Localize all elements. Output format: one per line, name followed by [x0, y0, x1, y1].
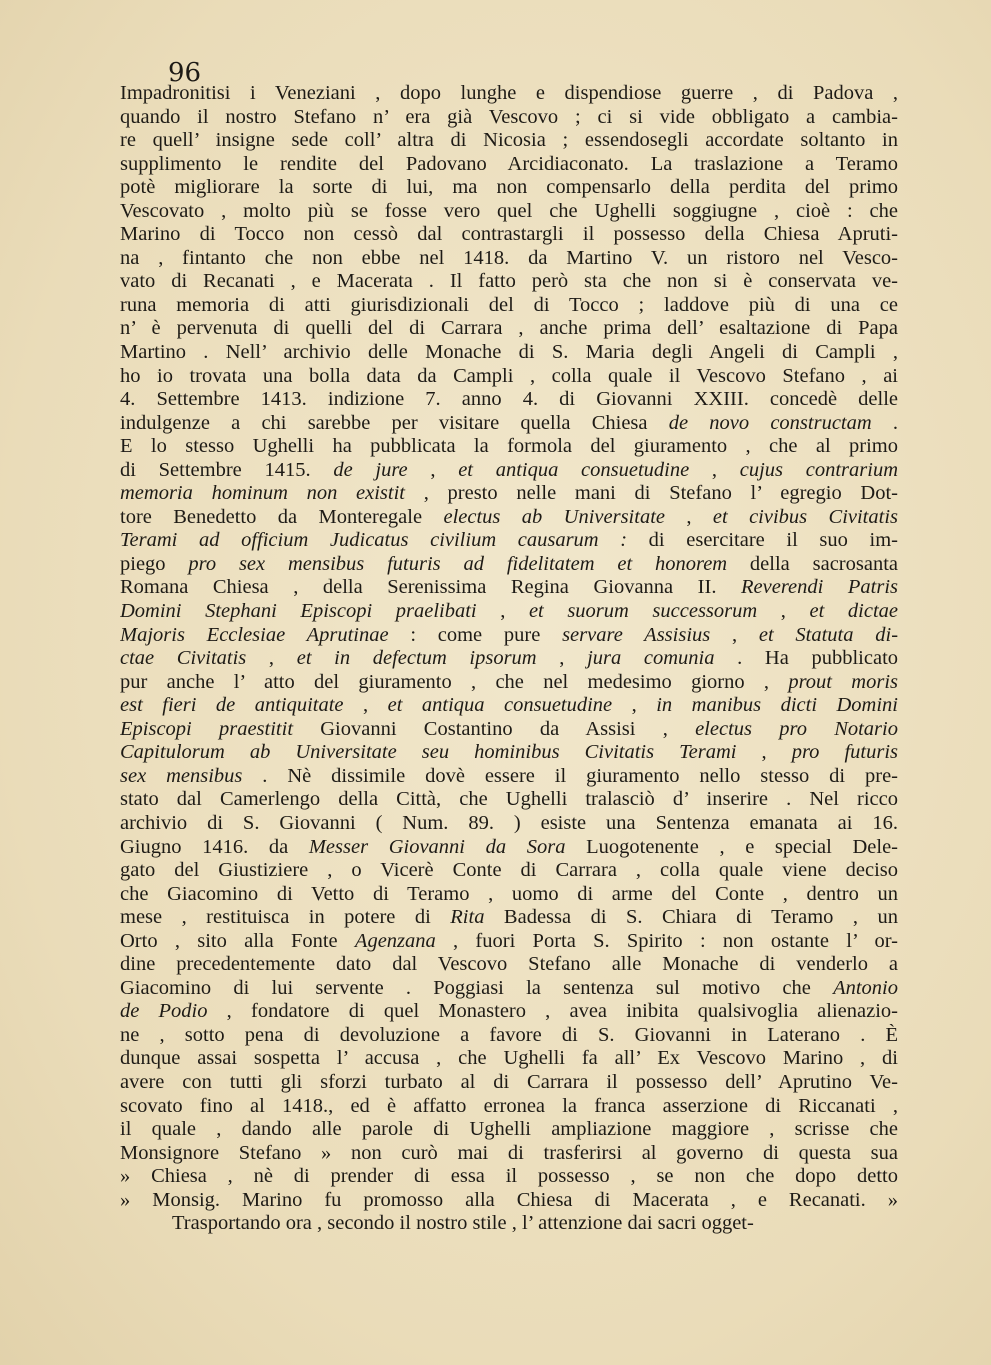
text-run: Trasportando ora , secondo il nostro stile , l’ attenzione dai sacri ogget- — [172, 1212, 754, 1235]
text-run: stato dal Camerlengo della Città, che Ughelli tralasciò d’ inserire . Nel ricco — [120, 788, 898, 811]
text-line — [120, 153, 898, 177]
text-run: dine precedentemente dato dal Vescovo Stefano alle Monache di venderlo a — [120, 953, 898, 976]
italic-text-run: de jure — [333, 458, 408, 481]
italic-text-run: Capitulorum ab Universitate seu hominibus Civitatis Terami — [120, 741, 737, 764]
italic-text-run: sex mensibus — [120, 764, 243, 787]
text-run: Impadronitisi i Veneziani , dopo lunghe e dispendiose guerre , di Padova , — [120, 82, 898, 104]
italic-text-run: et Statuta di- — [758, 623, 898, 646]
italic-text-run: pro futuris — [791, 741, 898, 764]
italic-text-run: et antiqua consuetudine — [458, 458, 690, 481]
text-run: Luogotenente , e special Dele- — [565, 835, 898, 858]
text-run: , — [710, 623, 759, 646]
text-run: Monsignore Stefano » non curò mai di trasferirsi al governo di questa sua — [120, 1141, 898, 1164]
text-line — [120, 553, 898, 577]
text-run: indulgenze a chi sarebbe per visitare quella Chiesa — [120, 411, 669, 434]
text-line — [120, 341, 898, 365]
text-line — [120, 294, 898, 318]
text-run: 4. Settembre 1413. indizione 7. anno 4. di Giovanni XXIII. concedè delle — [120, 388, 898, 411]
text-line — [120, 836, 898, 860]
text-run: Giugno 1416. da — [120, 835, 309, 858]
text-run: supplimento le rendite del Padovano Arcidiaconato. La traslazione a Teramo — [120, 152, 898, 175]
text-run: della sacrosanta — [727, 552, 898, 575]
italic-text-run: cujus contrarium — [739, 458, 898, 481]
italic-text-run: est fieri de antiquitate — [120, 694, 344, 717]
text-run: , — [689, 458, 740, 481]
text-run: re quell’ insigne sede coll’ altra di Nicosia ; essendosegli accordate soltanto in — [120, 129, 898, 152]
text-line — [120, 1024, 898, 1048]
text-line — [120, 977, 898, 1001]
italic-text-run: jura comunia — [587, 647, 715, 670]
italic-text-run: de novo constructam — [668, 411, 872, 434]
text-line — [120, 600, 898, 624]
text-line — [120, 1142, 898, 1166]
text-run: Marino di Tocco non cessò dal contrastargli il possesso della Chiesa Apruti- — [120, 223, 898, 246]
italic-text-run: de Podio — [120, 1000, 208, 1023]
italic-text-run: Antonio — [833, 976, 898, 999]
italic-text-run: servare Assisius — [562, 623, 711, 646]
text-run: pur anche l’ atto del giuramento , che nel medesimo giorno , — [120, 670, 789, 693]
italic-text-run: Rita — [450, 906, 485, 929]
text-line — [120, 129, 898, 153]
text-run: Badessa di S. Chiara di Teramo , un — [484, 906, 898, 929]
text-line — [120, 412, 898, 436]
text-run: ho io trovata una bolla data da Campli , colla quale il Vescovo Stefano , ai — [120, 364, 898, 387]
italic-text-run: in manibus dicti Domini — [656, 694, 898, 717]
text-run: scovato fino al 1418., ed è affatto erronea la franca asserzione di Riccanati , — [120, 1094, 898, 1117]
text-line — [120, 482, 898, 506]
text-line — [120, 1165, 898, 1189]
text-run: Giovanni Costantino da Assisi , — [293, 717, 696, 740]
text-run: . Nè dissimile dovè essere il giuramento nello stesso di pre- — [242, 764, 898, 787]
text-run: , — [536, 647, 588, 670]
italic-text-run: et dictae — [809, 600, 898, 623]
text-run: dunque assai sospetta l’ accusa , che Ughelli fa all’ Ex Vescovo Marino , di — [120, 1047, 898, 1070]
text-run: il quale , dando alle parole di Ughelli ampliazione maggiore , scrisse che — [120, 1118, 898, 1141]
text-run: E lo stesso Ughelli ha pubblicata la formola del giuramento , che al primo — [120, 435, 898, 458]
text-run: di esercitare il suo im- — [627, 529, 898, 552]
italic-text-run: et in defectum ipsorum — [296, 647, 537, 670]
italic-text-run: Episcopi praestitit — [120, 717, 294, 740]
text-line — [120, 671, 898, 695]
text-line — [120, 765, 898, 789]
text-line — [120, 883, 898, 907]
text-line — [120, 1000, 898, 1024]
italic-text-run: Terami ad officium Judicatus civilium causarum : — [120, 529, 628, 552]
text-line — [120, 106, 898, 130]
text-line — [120, 930, 898, 954]
text-run: quando il nostro Stefano n’ era già Vescovo ; ci si vide obbligato a cambia- — [120, 105, 898, 128]
text-run: di Settembre 1415. — [120, 458, 334, 481]
italic-text-run: et civibus Civitatis — [712, 505, 898, 528]
text-run: piego — [120, 552, 189, 575]
text-line — [120, 1118, 898, 1142]
text-run: Vescovato , molto più se fosse vero quel che Ughelli soggiugne , cioè : che — [120, 199, 898, 222]
italic-text-run: Majoris Ecclesiae Aprutinae — [120, 623, 389, 646]
text-run: , — [407, 458, 459, 481]
text-line — [120, 506, 898, 530]
italic-text-run: et antiqua consuetudine — [387, 694, 613, 717]
text-line — [120, 953, 898, 977]
text-line — [120, 459, 898, 483]
italic-text-run: Reverendi Patris — [741, 576, 898, 599]
text-line — [120, 1189, 898, 1213]
text-line — [120, 200, 898, 224]
text-line — [120, 576, 898, 600]
text-run: , — [612, 694, 657, 717]
text-run: potè migliorare la sorte di lui, ma non compensarlo della perdita del primo — [120, 176, 898, 199]
italic-text-run: electus ab Universitate — [443, 505, 665, 528]
text-run: na , fintanto che non ebbe nel 1418. da Martino V. un ristoro nel Vesco- — [120, 246, 898, 269]
italic-text-run: memoria hominum non existit — [120, 482, 405, 505]
text-run: , presto nelle mani di Stefano l’ egregio Dot- — [405, 482, 898, 505]
text-line — [120, 435, 898, 459]
text-run: , fondatore di quel Monastero , avea inibita qualsivoglia alienazio- — [207, 1000, 898, 1023]
text-line — [120, 365, 898, 389]
text-run: Martino . Nell’ archivio delle Monache di S. Maria degli Angeli di Campli , — [120, 341, 898, 364]
text-run: vato di Recanati , e Macerata . Il fatto però sta che non si è conservata ve- — [120, 270, 898, 293]
text-run: , — [343, 694, 388, 717]
text-run: che Giacomino di Vetto di Teramo , uomo di arme del Conte , dentro un — [120, 882, 898, 905]
text-run: , — [736, 741, 792, 764]
page-number: 96 — [168, 58, 202, 88]
text-line — [120, 223, 898, 247]
text-run: , fuori Porta S. Spirito : non ostante l’ or- — [435, 929, 898, 952]
text-run: , — [665, 505, 713, 528]
body-text — [120, 82, 898, 1236]
text-line — [120, 694, 898, 718]
text-run: Orto , sito alla Fonte — [120, 929, 355, 952]
text-line — [120, 788, 898, 812]
text-line — [120, 529, 898, 553]
text-run: Romana Chiesa , della Serenissima Regina Giovanna II. — [120, 576, 742, 599]
text-line — [120, 1047, 898, 1071]
italic-text-run: et suorum successorum — [528, 600, 758, 623]
text-run: » Chiesa , nè di prender di essa il possesso , se non che dopo detto — [120, 1165, 898, 1188]
text-line — [120, 317, 898, 341]
text-run: . — [871, 411, 898, 434]
text-run: tore Benedetto da Monteregale — [120, 505, 444, 528]
text-run: , — [246, 647, 297, 670]
text-run: , — [757, 600, 810, 623]
italic-text-run: Domini Stephani Episcopi praelibati — [120, 600, 477, 623]
text-run: . Ha pubblicato — [714, 647, 898, 670]
text-line — [120, 741, 898, 765]
text-run: , — [476, 600, 529, 623]
text-run: avere con tutti gli sforzi turbato al di Carrara il possesso dell’ Aprutino Ve- — [120, 1070, 898, 1093]
text-run: Giacomino di lui servente . Poggiasi la sentenza sul motivo che — [120, 976, 834, 999]
text-line — [120, 906, 898, 930]
text-line — [120, 718, 898, 742]
text-line — [120, 270, 898, 294]
italic-text-run: ctae Civitatis — [120, 647, 247, 670]
text-line — [120, 812, 898, 836]
text-run: mese , restituisca in potere di — [120, 906, 451, 929]
italic-text-run: electus pro Notario — [695, 717, 898, 740]
text-run: gato del Giustiziere , o Vicerè Conte di Carrara , colla quale viene deciso — [120, 859, 898, 882]
text-line — [120, 82, 898, 106]
text-line — [120, 624, 898, 648]
text-run: » Monsig. Marino fu promosso alla Chiesa di Macerata , e Recanati. » — [120, 1188, 898, 1211]
italic-text-run: pro sex mensibus futuris ad fidelitatem et honorem — [188, 552, 728, 575]
text-line — [120, 247, 898, 271]
text-line — [120, 1212, 898, 1236]
text-run: n’ è pervenuta di quelli del di Carrara , anche prima dell’ esaltazione di Papa — [120, 317, 898, 340]
text-line — [120, 388, 898, 412]
text-run: archivio di S. Giovanni ( Num. 89. ) esiste una Sentenza emanata ai 16. — [120, 811, 898, 834]
text-line — [120, 647, 898, 671]
text-run: runa memoria di atti giurisdizionali del di Tocco ; laddove più di una ce — [120, 293, 898, 316]
text-line — [120, 859, 898, 883]
italic-text-run: Messer Giovanni da Sora — [308, 835, 566, 858]
text-run: : come pure — [388, 623, 563, 646]
text-line — [120, 1071, 898, 1095]
text-line — [120, 1095, 898, 1119]
italic-text-run: Agenzana — [354, 929, 436, 952]
text-line — [120, 176, 898, 200]
italic-text-run: prout moris — [788, 670, 898, 693]
text-run: ne , sotto pena di devoluzione a favore di S. Giovanni in Laterano . È — [120, 1023, 898, 1046]
